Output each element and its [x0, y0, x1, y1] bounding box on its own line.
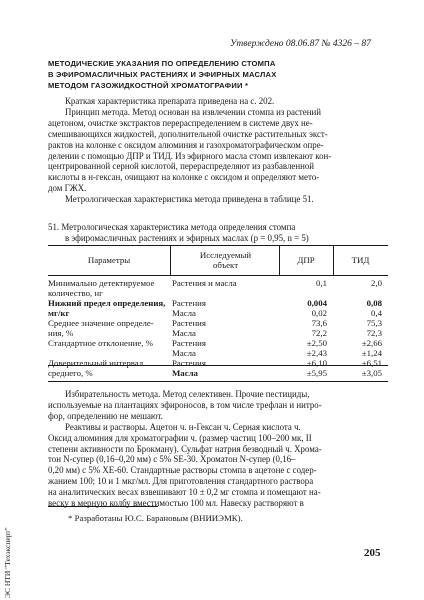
document-title [48, 58, 388, 91]
title-line: МЕТОДИЧЕСКИЕ УКАЗАНИЯ ПО ОПРЕДЕЛЕНИЮ СТОМПА [48, 59, 276, 68]
text-line: ацетоном, очистке экстрактов перераспределением в системе двух не- [48, 117, 313, 128]
intro-paragraphs [48, 96, 386, 205]
footnote: * Разработаны Ю.С. Барановым (ВНИИЭМК). [68, 513, 243, 523]
text-line: кислоты в н-гексан, очищают на колонке с оксидом и определяют мето- [48, 172, 320, 183]
text-line: веску в мерную колбу вместимостью 100 мл. Навеску растворяют в [48, 498, 304, 509]
param-cell: среднего, % [48, 368, 93, 378]
text-line: 0,20 мм) с 5% ХЕ-60. Стандартные растворы стомпа в ацетоне с содер- [48, 465, 317, 476]
table-rule-header [48, 275, 388, 276]
object-cell: Масла [172, 328, 196, 338]
text-line: степени активности по Брокману). Сульфат натрия безводный ч. Хрома- [48, 443, 322, 454]
text-line: фор, определению не мешают. [48, 410, 163, 421]
object-cell: Растения [172, 298, 206, 308]
text-line: смешивающихся жидкостей, дополнительной очистке растительных экст- [48, 128, 328, 139]
tid-cell: ±3,05 [361, 368, 382, 378]
caption-line: 51. Метрологическая характеристика метода определения стомпа [48, 222, 296, 232]
object-cell: Растения [172, 318, 206, 328]
text-line: Избирательность метода. Метод селективен. Прочие пестициды, [65, 389, 310, 399]
object-cell: Растения и масла [172, 278, 237, 288]
footnote-rule [48, 506, 158, 507]
text-line: на аналитических весах взвешивают 10 ± 0,2 мг стомпа и помещают на- [48, 487, 321, 498]
object-cell: Масла [172, 348, 196, 358]
param-cell: ния, % [48, 328, 74, 338]
object-cell: Масла [172, 368, 198, 378]
text-line: жанием 100; 10 и 1 мкг/мл. Для приготовления стандартного раствора [48, 476, 314, 487]
dpr-cell: ±6,10 [306, 358, 327, 368]
param-cell: мг/кг [48, 308, 70, 318]
object-cell: Растения [172, 358, 206, 368]
text-line: центрированной серной кислотой, перераспределяют из разбавленной [48, 161, 315, 172]
param-cell: количество, нг [48, 288, 103, 298]
tid-cell: 2,0 [371, 278, 382, 288]
table-rule-end [48, 381, 388, 382]
text-line: дом ГЖХ. [48, 183, 87, 194]
tid-cell: 75,3 [366, 318, 382, 328]
text-line: Принцип метода. Метод основан на извлечении стомпа из растений [65, 106, 321, 117]
dpr-cell: ±2,43 [306, 348, 327, 358]
text-line: Реактивы и растворы. Ацетон ч. н-Гексан ч. Серная кислота ч. [65, 421, 301, 432]
header-tid: ТИД [351, 255, 370, 265]
object-cell: Масла [172, 308, 196, 318]
object-cell: Растения [172, 338, 206, 348]
text-line: Оксид алюминия для хроматографии ч. (размер частиц 100–200 мк, II [48, 432, 312, 443]
dpr-cell: 73,6 [311, 318, 327, 328]
text-line: делении с помощью ДПР и ТИД. Из эфирного масла стомп извлекают кон- [48, 150, 332, 161]
tid-cell: ±1,24 [361, 348, 382, 358]
tid-cell: ±6,51 [361, 358, 382, 368]
text-line: рактов на колонке с оксидом алюминия и газохроматографическом опре- [48, 139, 324, 150]
metrology-table [48, 245, 388, 366]
text-line: тон N-супер (0,16–0,20 мм) с 5% SE-30. Хроматон N-супер (0,16– [48, 454, 296, 465]
param-cell: Доверительный интервал [48, 358, 144, 368]
title-line: МЕТОДОМ ГАЗОЖИДКОСТНОЙ ХРОМАТОГРАФИИ * [48, 81, 249, 90]
dpr-cell: 72,2 [311, 328, 327, 338]
approval-note: Утверждено 08.06.87 № 4326 – 87 [230, 39, 371, 49]
tid-cell: 0,4 [371, 308, 382, 318]
table-col-divider [170, 245, 171, 275]
side-label: ЭС НТИ "Техэксперт" [3, 527, 12, 598]
text-line: Метрологическая характеристика метода приведена в таблице 51. [65, 194, 314, 205]
tid-cell: 0,08 [366, 298, 382, 308]
dpr-cell: 0,02 [311, 308, 327, 318]
param-cell: Минимально детектируемое [48, 278, 155, 288]
table-rule-top [48, 245, 388, 246]
table-caption [48, 222, 309, 243]
param-cell: Среднее значение определе- [48, 318, 154, 328]
text-line: Краткая характеристика препарата приведена на с. 202. [65, 96, 275, 106]
dpr-cell: 0,1 [316, 278, 327, 288]
header-dpr: ДПР [297, 255, 315, 265]
param-cell: Нижний предел определения, [48, 298, 166, 308]
body-paragraphs [48, 389, 386, 509]
dpr-cell: ±5,95 [306, 368, 327, 378]
caption-line: в эфиромасличных растениях и эфирных маслах (p = 0,95, n = 5) [65, 232, 309, 243]
dpr-cell: 0,004 [307, 298, 327, 308]
header-object: Исследуемый объект [199, 250, 252, 270]
page-number: 205 [364, 547, 381, 559]
param-cell: Стандартное отклонение, % [48, 338, 153, 348]
text-line: используемые на плантациях эфироносов, в том числе трефлан и нитро- [48, 399, 322, 410]
title-line: В ЭФИРОМАСЛИЧНЫХ РАСТЕНИЯХ И ЭФИРНЫХ МАСЛАХ [48, 70, 277, 79]
header-params: Параметры [87, 255, 131, 265]
dpr-cell: ±2,50 [306, 338, 327, 348]
tid-cell: ±2,66 [361, 338, 382, 348]
tid-cell: 72,3 [366, 328, 382, 338]
